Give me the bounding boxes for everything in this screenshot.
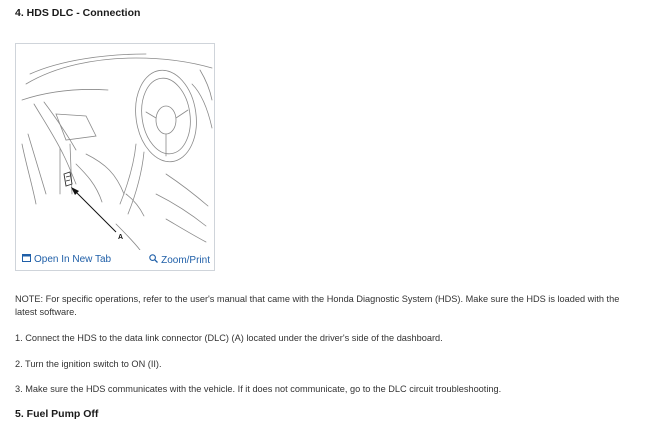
dlc-location-figure xyxy=(15,43,215,271)
open-tab-icon xyxy=(22,254,31,265)
figure-toolbar xyxy=(16,250,214,270)
step-3: 3. Make sure the HDS communicates with the vehicle. If it does not communicate, go to the DLC circuit troubleshooting. xyxy=(15,384,502,394)
magnifier-icon xyxy=(149,254,158,266)
open-in-new-tab-label: Open In New Tab xyxy=(34,254,112,265)
open-in-new-tab-link[interactable] xyxy=(22,254,111,265)
dashboard-illustration xyxy=(16,44,214,250)
zoom-print-label: Zoom/Print xyxy=(161,254,210,266)
step-2: 2. Turn the ignition switch to ON (II). xyxy=(15,359,162,369)
note-text: NOTE: For specific operations, refer to the user's manual that came with the Honda Diagnostic System (HDS). Make sure the HDS is loaded with the latest software. xyxy=(15,294,620,317)
callout-a-label: A xyxy=(118,234,124,241)
zoom-print-link[interactable] xyxy=(149,254,210,266)
dlc-connector-shape xyxy=(64,172,72,186)
section-5-heading: 5. Fuel Pump Off xyxy=(15,408,99,420)
step-1: 1. Connect the HDS to the data link connector (DLC) (A) located under the driver's side of the dashboard. xyxy=(15,333,443,343)
section-4-heading: 4. HDS DLC - Connection xyxy=(15,7,141,19)
